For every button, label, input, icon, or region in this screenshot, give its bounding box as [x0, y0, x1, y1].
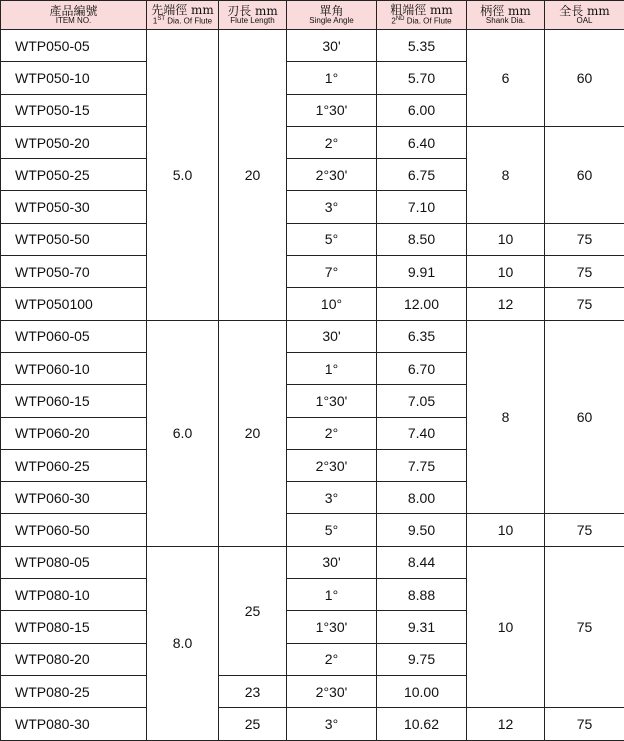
- angle-cell: 2°: [287, 417, 377, 449]
- item-no-cell: WTP050-50: [1, 223, 147, 255]
- item-no-cell: WTP050100: [1, 288, 147, 320]
- item-no-cell: WTP050-15: [1, 94, 147, 126]
- angle-cell: 5°: [287, 223, 377, 255]
- dia2-cell: 9.75: [377, 643, 467, 675]
- table-row: [1, 514, 624, 546]
- item-no-cell: WTP060-30: [1, 482, 147, 514]
- table-row: [1, 223, 624, 255]
- header-dia1: 先端徑 mm 1ST Dia. Of Flute: [147, 1, 219, 30]
- angle-cell: 3°: [287, 482, 377, 514]
- dia2-cell: 6.75: [377, 159, 467, 191]
- item-no-cell: WTP060-50: [1, 514, 147, 546]
- dia2-cell: 7.40: [377, 417, 467, 449]
- angle-cell: 1°30': [287, 611, 377, 643]
- table-row: [1, 256, 624, 288]
- angle-cell: 10°: [287, 288, 377, 320]
- header-row: [1, 1, 624, 30]
- item-no-cell: WTP060-05: [1, 320, 147, 352]
- angle-cell: 2°: [287, 643, 377, 675]
- header-item-no: 產品編號 ITEM NO.: [1, 1, 147, 30]
- header-single-angle: 單角 Single Angle: [287, 1, 377, 30]
- item-no-cell: WTP050-70: [1, 256, 147, 288]
- angle-cell: 3°: [287, 708, 377, 740]
- oal-cell: 60: [545, 320, 624, 514]
- header-oal: 全長 mm OAL: [545, 1, 624, 30]
- angle-cell: 2°: [287, 126, 377, 158]
- dia2-cell: 10.00: [377, 675, 467, 707]
- shank-cell: 10: [467, 256, 545, 288]
- dia2-cell: 5.35: [377, 30, 467, 62]
- dia2-cell: 8.88: [377, 579, 467, 611]
- item-no-cell: WTP060-20: [1, 417, 147, 449]
- item-no-cell: WTP080-20: [1, 643, 147, 675]
- dia2-cell: 8.00: [377, 482, 467, 514]
- shank-cell: 10: [467, 546, 545, 707]
- oal-cell: 75: [545, 514, 624, 546]
- shank-cell: 12: [467, 288, 545, 320]
- table-row: [1, 320, 624, 352]
- table-row: [1, 708, 624, 740]
- flute-length-cell: 23: [219, 675, 287, 707]
- dia2-cell: 6.00: [377, 94, 467, 126]
- item-no-cell: WTP060-10: [1, 352, 147, 384]
- shank-cell: 12: [467, 708, 545, 740]
- shank-cell: 6: [467, 30, 545, 127]
- oal-cell: 75: [545, 546, 624, 707]
- oal-cell: 60: [545, 126, 624, 223]
- angle-cell: 1°: [287, 352, 377, 384]
- header-shank-dia: 柄徑 mm Shank Dia.: [467, 1, 545, 30]
- flute-length-cell: 25: [219, 546, 287, 675]
- angle-cell: 30': [287, 30, 377, 62]
- shank-cell: 10: [467, 223, 545, 255]
- header-dia2: 粗端徑 mm 2ND Dia. Of Flute: [377, 1, 467, 30]
- dia2-cell: 7.75: [377, 449, 467, 481]
- flute-length-cell: 25: [219, 708, 287, 740]
- dia2-cell: 6.35: [377, 320, 467, 352]
- oal-cell: 75: [545, 288, 624, 320]
- item-no-cell: WTP050-20: [1, 126, 147, 158]
- shank-cell: 8: [467, 320, 545, 514]
- oal-cell: 75: [545, 256, 624, 288]
- dia2-cell: 10.62: [377, 708, 467, 740]
- item-no-cell: WTP080-05: [1, 546, 147, 578]
- item-no-cell: WTP060-15: [1, 385, 147, 417]
- angle-cell: 30': [287, 320, 377, 352]
- dia2-cell: 6.70: [377, 352, 467, 384]
- item-no-cell: WTP050-25: [1, 159, 147, 191]
- item-no-cell: WTP060-25: [1, 449, 147, 481]
- item-no-cell: WTP080-15: [1, 611, 147, 643]
- dia2-cell: 9.31: [377, 611, 467, 643]
- flute-length-cell: 20: [219, 30, 287, 321]
- oal-cell: 75: [545, 223, 624, 255]
- shank-cell: 8: [467, 126, 545, 223]
- oal-cell: 75: [545, 708, 624, 740]
- dia2-cell: 8.44: [377, 546, 467, 578]
- dia2-cell: 9.91: [377, 256, 467, 288]
- item-no-cell: WTP080-10: [1, 579, 147, 611]
- angle-cell: 1°: [287, 62, 377, 94]
- dia2-cell: 5.70: [377, 62, 467, 94]
- dia2-cell: 8.50: [377, 223, 467, 255]
- item-no-cell: WTP050-05: [1, 30, 147, 62]
- dia2-cell: 6.40: [377, 126, 467, 158]
- dia1-cell: 8.0: [147, 546, 219, 740]
- item-no-cell: WTP080-30: [1, 708, 147, 740]
- angle-cell: 2°30': [287, 449, 377, 481]
- dia2-cell: 7.05: [377, 385, 467, 417]
- item-no-cell: WTP050-30: [1, 191, 147, 223]
- table-row: [1, 30, 624, 62]
- item-no-cell: WTP080-25: [1, 675, 147, 707]
- angle-cell: 1°: [287, 579, 377, 611]
- angle-cell: 3°: [287, 191, 377, 223]
- table-row: [1, 546, 624, 578]
- table-row: [1, 288, 624, 320]
- angle-cell: 2°30': [287, 675, 377, 707]
- item-no-cell: WTP050-10: [1, 62, 147, 94]
- flute-length-cell: 20: [219, 320, 287, 546]
- dia2-cell: 12.00: [377, 288, 467, 320]
- dia2-cell: 7.10: [377, 191, 467, 223]
- dia1-cell: 5.0: [147, 30, 219, 321]
- table-row: [1, 126, 624, 158]
- header-flute-length: 刃長 mm Flute Length: [219, 1, 287, 30]
- angle-cell: 30': [287, 546, 377, 578]
- dia1-cell: 6.0: [147, 320, 219, 546]
- oal-cell: 60: [545, 30, 624, 127]
- angle-cell: 1°30': [287, 94, 377, 126]
- shank-cell: 10: [467, 514, 545, 546]
- angle-cell: 7°: [287, 256, 377, 288]
- dia2-cell: 9.50: [377, 514, 467, 546]
- angle-cell: 5°: [287, 514, 377, 546]
- angle-cell: 1°30': [287, 385, 377, 417]
- angle-cell: 2°30': [287, 159, 377, 191]
